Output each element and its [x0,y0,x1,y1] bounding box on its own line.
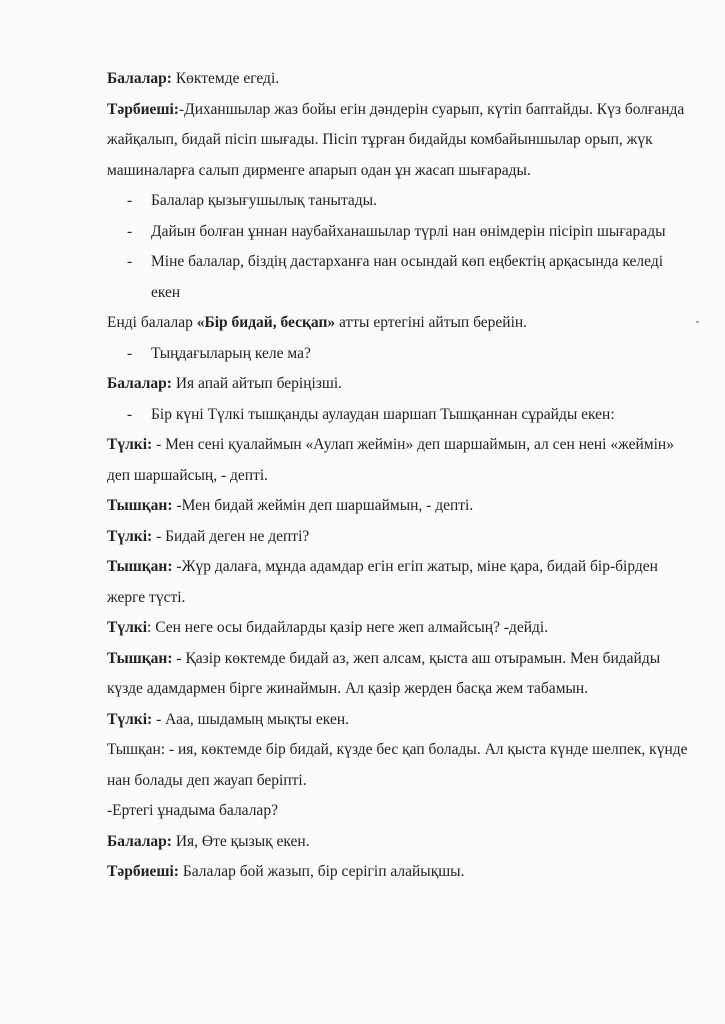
bullet-item [107,217,692,248]
scan-speck [696,321,699,323]
line-text: Енді балалар [107,314,197,331]
bullet-dash: - [127,253,133,270]
line-text: атты ертегіні айтып берейін. [335,314,528,331]
narration-line [107,308,692,339]
dialogue-line [107,552,692,613]
bullet-text: Дайын болған ұннан наубайханашылар түрлі нан өнімдерін пісіріп шығарады [151,222,666,240]
speaker-label: Тышқан: [107,649,173,667]
line-text: - Мен сені қуалаймын «Аулап жеймін» деп шаршаймын, ал сен нені «жеймін» деп шаршайсың, - депті. [107,436,674,484]
dialogue-line [107,644,692,705]
narration-line [107,796,692,827]
bullet-text: Міне балалар, біздің дастарханға нан осындай көп еңбектің арқасында келеді екен [151,253,664,301]
line-text: -Жүр далаға, мұнда адамдар егін егіп жатыр, міне қара, бидай бір-бірден жерге түсті. [107,558,658,606]
bullet-item [107,247,692,308]
line-text: Ия, Өте қызық екен. [171,832,310,850]
dialogue-line [107,95,692,187]
bullet-text: Тыңдағыларың келе ма? [151,344,311,362]
bullet-item [107,400,692,431]
document-body [107,64,692,888]
dialogue-line [107,827,692,858]
speaker-label: Тышқан: [107,558,173,575]
dialogue-line [107,491,692,522]
dialogue-line [107,64,692,95]
dialogue-line [107,705,692,736]
speaker-label: Тышқан: [107,497,173,514]
bullet-text: Бір күні Түлкі тышқанды аулаудан шаршап Тышқаннан сұрайды екен: [151,405,615,423]
speaker-label: Балалар: [107,832,172,850]
bullet-dash: - [127,344,133,362]
dialogue-line [107,613,692,644]
dialogue-line [107,522,692,553]
speaker-label: Тәрбиеші: [107,100,179,118]
speaker-label: Тәрбиеші: [107,863,179,880]
speaker-label: Балалар: [107,70,172,87]
bullet-dash: - [127,405,133,423]
line-text: - Бидай деген не депті? [152,527,310,545]
speaker-label: Балалар: [107,375,172,392]
line-text: Көктемде егеді. [171,70,280,87]
dialogue-line [107,369,692,400]
line-text: Ия апай айтып беріңізші. [171,375,343,392]
line-text: -Диханшылар жаз бойы егін дәндерін суарып, күтіп баптайды. Күз болғанда жайқалып, бидай пісіп шығады. Пісіп тұрған бидайды комбайыншылар орып, жүк машиналарға салып дирменге апарып одан ұн жасап шығарады. [107,100,685,179]
line-text: -Ертегі ұнадыма балалар? [107,802,278,819]
dialogue-line [107,857,692,888]
speaker-label: Түлкі: [107,710,153,728]
line-text: - Ааа, шыдамың мықты екен. [152,710,349,728]
line-text: - Қазір көктемде бидай аз, жеп алсам, қыста аш отырамын. Мен бидайды күзде адамдармен бірге жинаймын. Ал қазір жерден басқа жем табамын. [107,649,661,697]
speaker-label: Түлкі [107,619,148,636]
bullet-dash: - [127,192,133,209]
dialogue-line [107,735,692,796]
line-text: Тышқан: - ия, көктемде бір бидай, күзде бес қап болады. Ал қыста күнде шелпек, күнде нан болады деп жауап беріпті. [107,741,688,789]
bullet-text: Балалар қызығушылық танытады. [151,192,377,209]
bullet-dash: - [127,222,133,240]
bullet-item [107,186,692,217]
bullet-item [107,339,692,370]
tale-title: «Бір бидай, бесқап» [196,314,336,331]
line-text: Балалар бой жазып, бір серігіп алайықшы. [178,863,465,880]
line-text: : Сен неге осы бидайларды қазір неге жеп алмайсың? -дейді. [147,619,549,636]
dialogue-line [107,430,692,491]
speaker-label: Түлкі: [107,436,153,453]
line-text: -Мен бидай жеймін деп шаршаймын, - депті. [172,497,474,514]
speaker-label: Түлкі: [107,527,153,545]
